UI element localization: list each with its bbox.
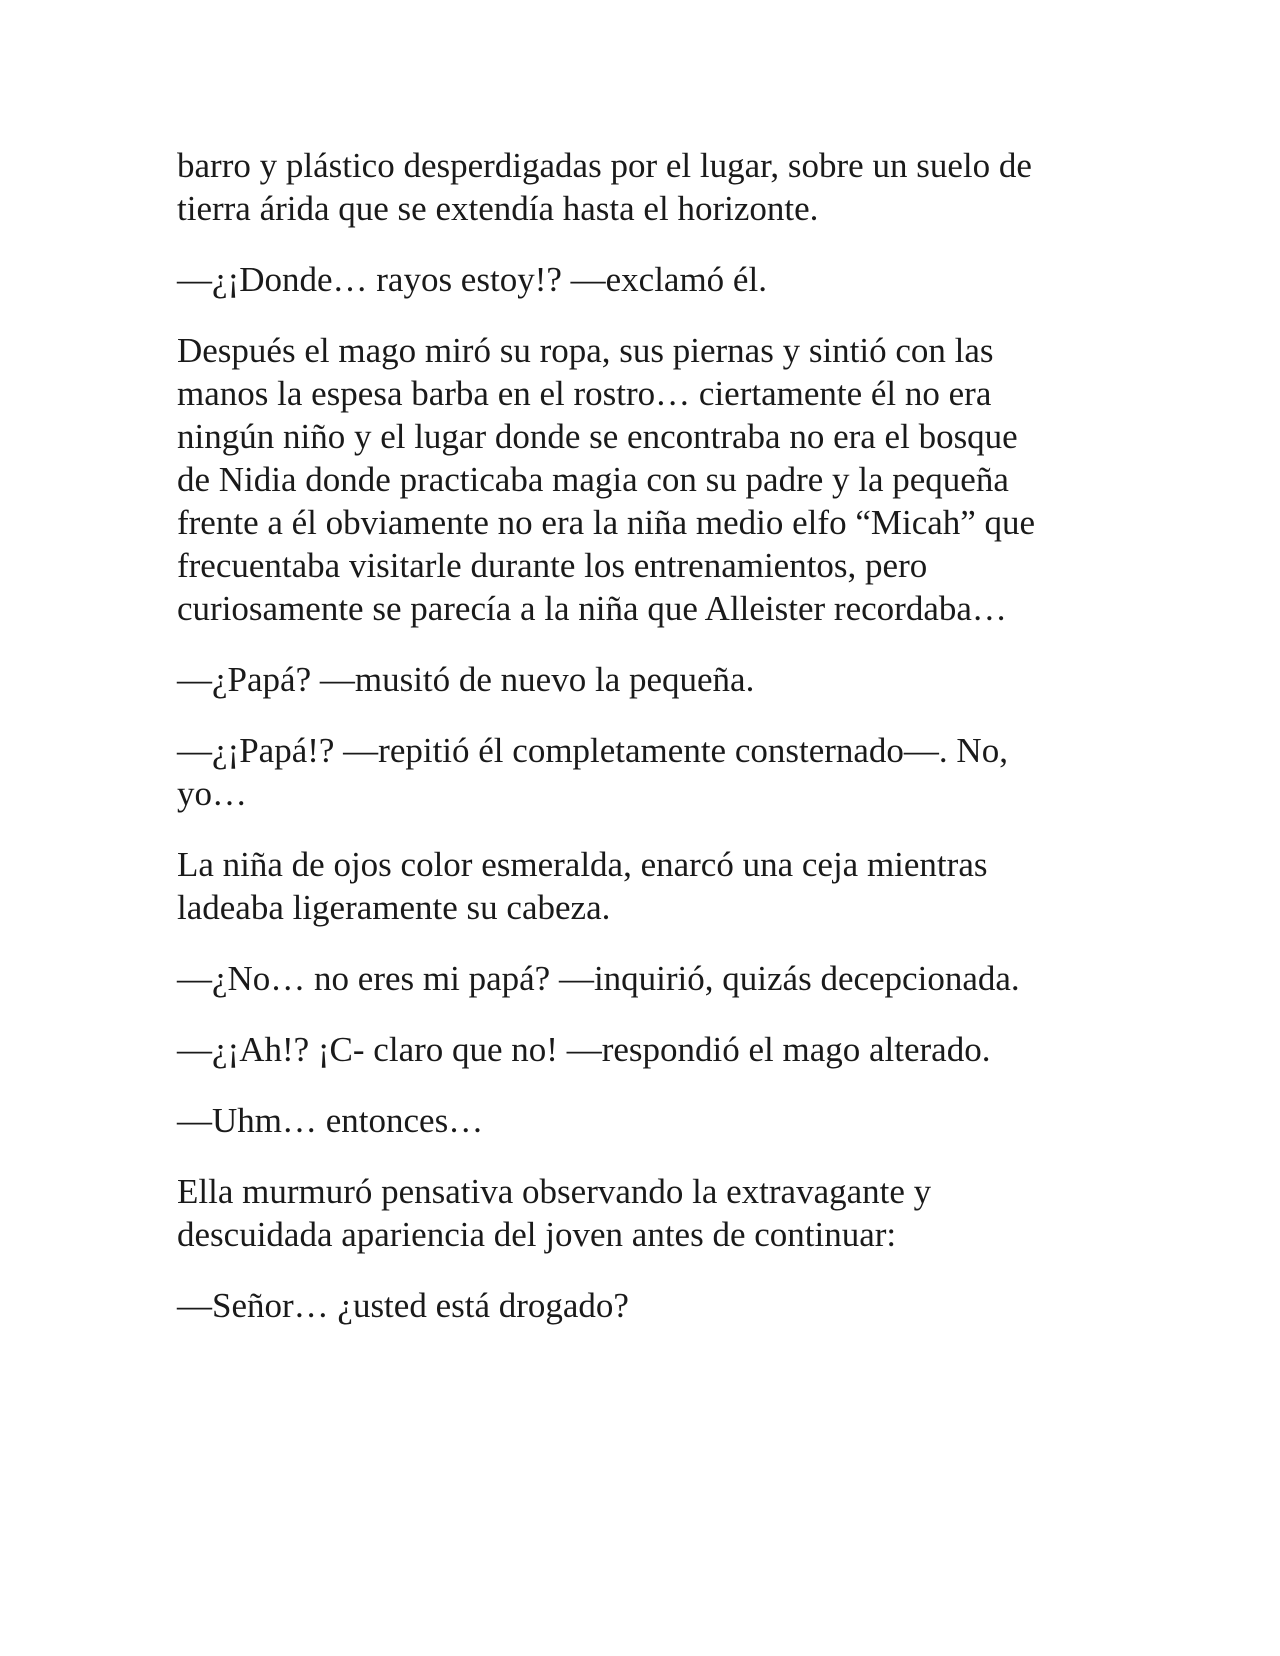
text-line: frente a él obviamente no era la niña medio elfo “Micah” que bbox=[177, 503, 1036, 542]
text-line: yo… bbox=[177, 774, 247, 813]
text-line: La niña de ojos color esmeralda, enarcó una ceja mientras bbox=[177, 845, 988, 884]
paragraph bbox=[177, 1170, 1117, 1256]
text-line: curiosamente se parecía a la niña que Alleister recordaba… bbox=[177, 589, 1007, 628]
text-line: —¿¡Papá!? —repitió él completamente consternado—. No, bbox=[177, 731, 1008, 770]
dialogue-paragraph bbox=[177, 957, 1117, 1000]
dialogue-paragraph bbox=[177, 729, 1117, 815]
text-line: de Nidia donde practicaba magia con su padre y la pequeña bbox=[177, 460, 1009, 499]
dialogue-paragraph bbox=[177, 1284, 1117, 1327]
paragraph bbox=[177, 329, 1117, 630]
text-line: barro y plástico desperdigadas por el lugar, sobre un suelo de bbox=[177, 146, 1032, 185]
text-line: —¿¡Ah!? ¡C- claro que no! —respondió el mago alterado. bbox=[177, 1030, 991, 1069]
text-line: —¿¡Donde… rayos estoy!? —exclamó él. bbox=[177, 260, 767, 299]
text-line: manos la espesa barba en el rostro… ciertamente él no era bbox=[177, 374, 992, 413]
dialogue-paragraph bbox=[177, 1099, 1117, 1142]
body-text bbox=[177, 144, 1117, 1355]
text-line: ladeaba ligeramente su cabeza. bbox=[177, 888, 611, 927]
text-line: Ella murmuró pensativa observando la extravagante y bbox=[177, 1172, 932, 1211]
dialogue-paragraph bbox=[177, 258, 1117, 301]
dialogue-paragraph bbox=[177, 658, 1117, 701]
dialogue-paragraph bbox=[177, 1028, 1117, 1071]
paragraph bbox=[177, 144, 1117, 230]
text-line: descuidada apariencia del joven antes de continuar: bbox=[177, 1215, 897, 1254]
text-line: —¿Papá? —musitó de nuevo la pequeña. bbox=[177, 660, 755, 699]
text-line: frecuentaba visitarle durante los entrenamientos, pero bbox=[177, 546, 928, 585]
text-line: tierra árida que se extendía hasta el horizonte. bbox=[177, 189, 819, 228]
text-line: Después el mago miró su ropa, sus piernas y sintió con las bbox=[177, 331, 994, 370]
text-line: —Señor… ¿usted está drogado? bbox=[177, 1286, 629, 1325]
text-line: —¿No… no eres mi papá? —inquirió, quizás decepcionada. bbox=[177, 959, 1020, 998]
text-line: ningún niño y el lugar donde se encontraba no era el bosque bbox=[177, 417, 1018, 456]
paragraph bbox=[177, 843, 1117, 929]
text-line: —Uhm… entonces… bbox=[177, 1101, 484, 1140]
